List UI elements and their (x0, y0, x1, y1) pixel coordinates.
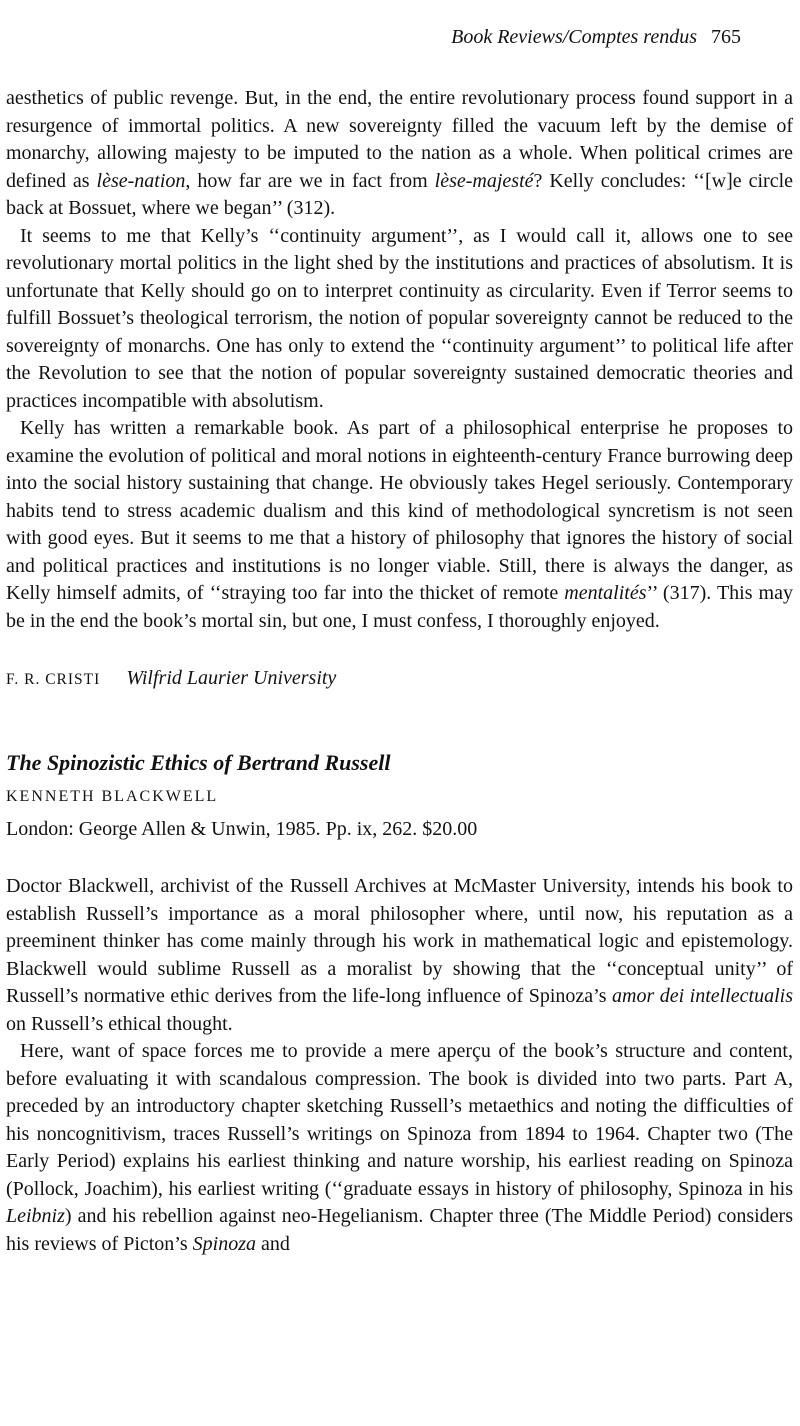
page-number: 765 (711, 26, 741, 48)
review-title: The Spinozistic Ethics of Bertrand Russell (6, 750, 391, 775)
paragraph: aesthetics of public revenge. But, in the end, the entire revolutionary process found support in a resurgence of immortal politics. A new sovereignty filled the vacuum left by the demise of monarchy, allowing majesty to be imputed to the nation as a whole. When political crimes are defined as lèse-nation, how far are we in fact from lèse-majesté? Kelly concludes: ‘‘[w]e circle back at Bossuet, where we began’’ (312). (6, 87, 793, 219)
review-author: KENNETH BLACKWELL (6, 788, 219, 805)
running-header-title: Book Reviews/Comptes rendus (451, 26, 697, 48)
paragraph: It seems to me that Kelly’s ‘‘continuity argument’’, as I would call it, allows one to see revolutionary mortal politics in the light shed by the institutions and practices of absolutism. It is unfortunate that Kelly should go on to interpret continuity as circularity. Even if Terror seems to fulfill Bossuet’s theological terrorism, the notion of popular sovereignty cannot be reduced to the sovereignty of monarchs. One has only to extend the ‘‘continuity argument’’ to political life after the Revolution to see that the notion of popular sovereignty sustained democratic theories and practices incompatible with absolutism. (6, 224, 793, 412)
reviewer-affiliation: Wilfrid Laurier University (126, 667, 337, 689)
reviewer-byline (6, 665, 793, 693)
reviewer-name: F. R. CRISTI (6, 671, 101, 688)
review-imprint: London: George Allen & Unwin, 1985. Pp. ix, 262. $20.00 (6, 818, 478, 840)
running-header (6, 24, 793, 51)
paragraph: Doctor Blackwell, archivist of the Russell Archives at McMaster University, intends his book to establish Russell’s importance as a moral philosopher where, until now, his reputation as a preeminent thinker has come mainly through his work in mathematical logic and epistemology. Blackwell would sublime Russell as a moralist by showing that the ‘‘conceptual unity’’ of Russell’s normative ethic derives from the life-long influence of Spinoza’s amor dei intellectualis on Russell’s ethical thought. (6, 875, 793, 1035)
review-blackwell (6, 749, 793, 1258)
paragraph: Kelly has written a remarkable book. As part of a philosophical enterprise he proposes to examine the evolution of political and moral notions in eighteenth-century France burrowing deep into the social history sustaining that change. He obviously takes Hegel seriously. Contemporary habits tend to stress academic dualism and this kind of methodological syncretism is not seen with good eyes. But it seems to me that a history of philosophy that ignores the history of social and political practices and institutions is no longer viable. Still, there is always the danger, as Kelly himself admits, of ‘‘straying too far into the thicket of remote mentalités’’ (317). This may be in the end the book’s mortal sin, but one, I must confess, I thoroughly enjoyed. (6, 417, 793, 632)
review-kelly-conclusion (6, 85, 793, 693)
paragraph: Here, want of space forces me to provide a mere aperçu of the book’s structure and content, before evaluating it with scandalous compression. The book is divided into two parts. Part A, preceded by an introductory chapter sketching Russell’s metaethics and noting the difficulties of his noncognitivism, traces Russell’s writings on Spinoza from 1894 to 1964. Chapter two (The Early Period) explains his earliest thinking and nature worship, his earliest reading on Spinoza (Pollock, Joachim), his earliest writing (‘‘graduate essays in history of philosophy, Spinoza in his Leibniz) and his rebellion against neo-Hegelianism. Chapter three (The Middle Period) considers his reviews of Picton’s Spinoza and (6, 1040, 793, 1255)
